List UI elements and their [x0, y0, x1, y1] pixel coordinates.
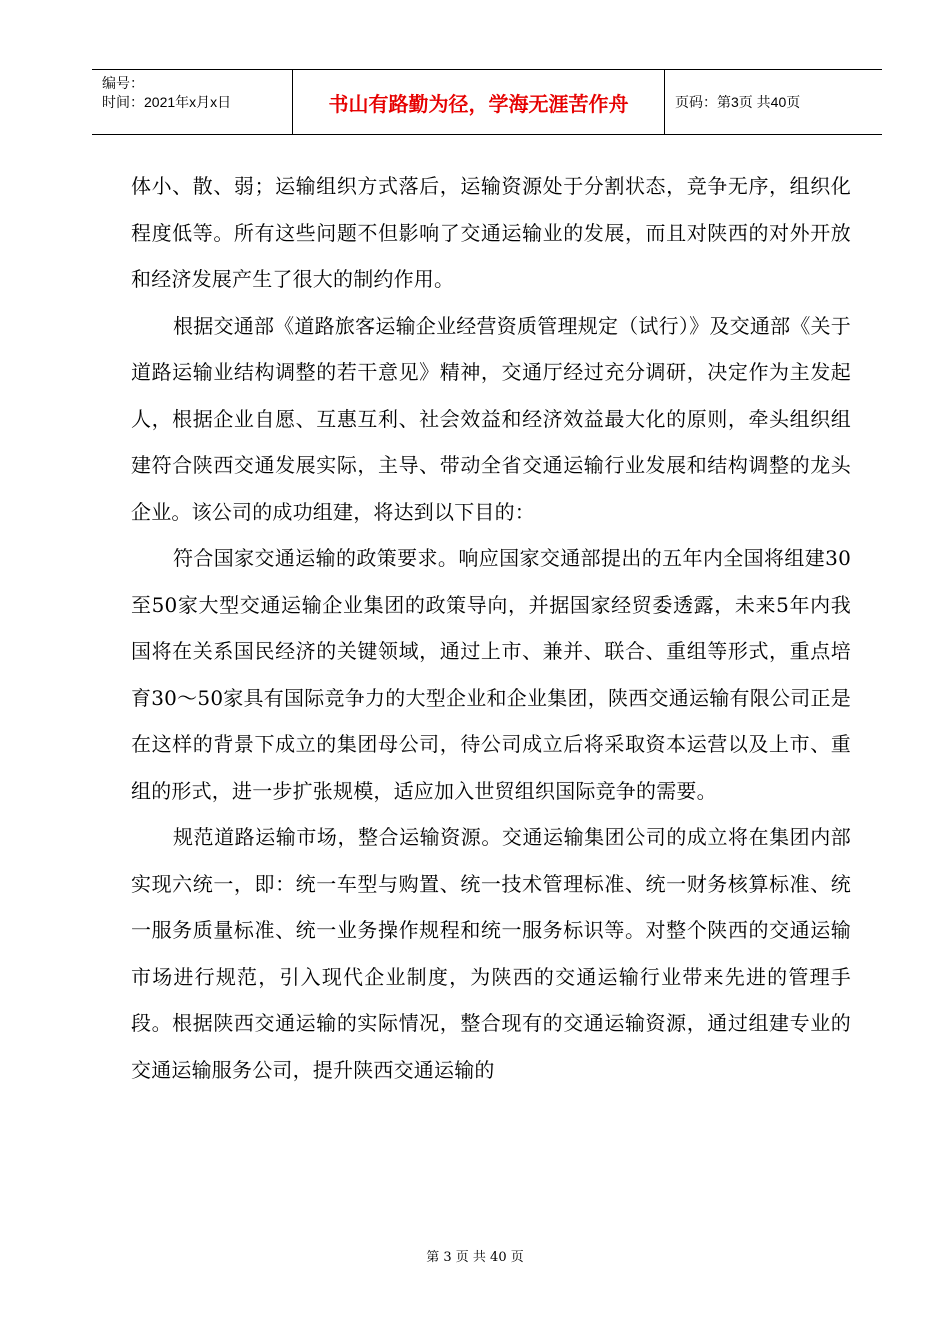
- document-header: [92, 69, 882, 135]
- header-meta-cell: [92, 70, 293, 134]
- paragraph: 体小、散、弱；运输组织方式落后，运输资源处于分割状态，竞争无序，组织化程度低等。所有这些问题不但影响了交通运输业的发展，而且对陕西的对外开放和经济发展产生了很大的制约作用。: [131, 174, 851, 291]
- paragraph: 符合国家交通运输的政策要求。响应国家交通部提出的五年内全国将组建30至50家大型交通运输企业集团的政策导向，并据国家经贸委透露，未来5年内我国将在关系国民经济的关键领域，通过上市、兼并、联合、重组等形式，重点培育30～50家具有国际竞争力的大型企业和企业集团，陕西交通运输有限公司正是在这样的背景下成立的集团母公司，待公司成立后将采取资本运营以及上市、重组的形式，进一步扩张规模，适应加入世贸组织国际竞争的需要。: [131, 546, 851, 803]
- paragraph: 规范道路运输市场，整合运输资源。交通运输集团公司的成立将在集团内部实现六统一，即：统一车型与购置、统一技术管理标准、统一财务核算标准、统一服务质量标准、统一业务操作规程和统一服务标识等。对整个陕西的交通运输市场进行规范，引入现代企业制度，为陕西的交通运输行业带来先进的管理手段。根据陕西交通运输的实际情况，整合现有的交通运输资源，通过组建专业的交通运输服务公司，提升陕西交通运输的: [131, 825, 851, 1082]
- header-page-info: 页码：第3页 共40页: [675, 94, 801, 110]
- page-footer: 第 3 页 共 40 页: [426, 1250, 524, 1265]
- header-slogan: 书山有路勤为径，学海无涯苦作舟: [293, 70, 665, 134]
- time-label: 时间：2021年x月x日: [102, 94, 232, 110]
- number-label: 编号：: [102, 75, 144, 91]
- document-body: [131, 163, 851, 1093]
- paragraph: 根据交通部《道路旅客运输企业经营资质管理规定（试行）》及交通部《关于道路运输业结构调整的若干意见》精神，交通厅经过充分调研，决定作为主发起人，根据企业自愿、互惠互利、社会效益和经济效益最大化的原则，牵头组织组建符合陕西交通发展实际，主导、带动全省交通运输行业发展和结构调整的龙头企业。该公司的成功组建，将达到以下目的：: [131, 313, 851, 524]
